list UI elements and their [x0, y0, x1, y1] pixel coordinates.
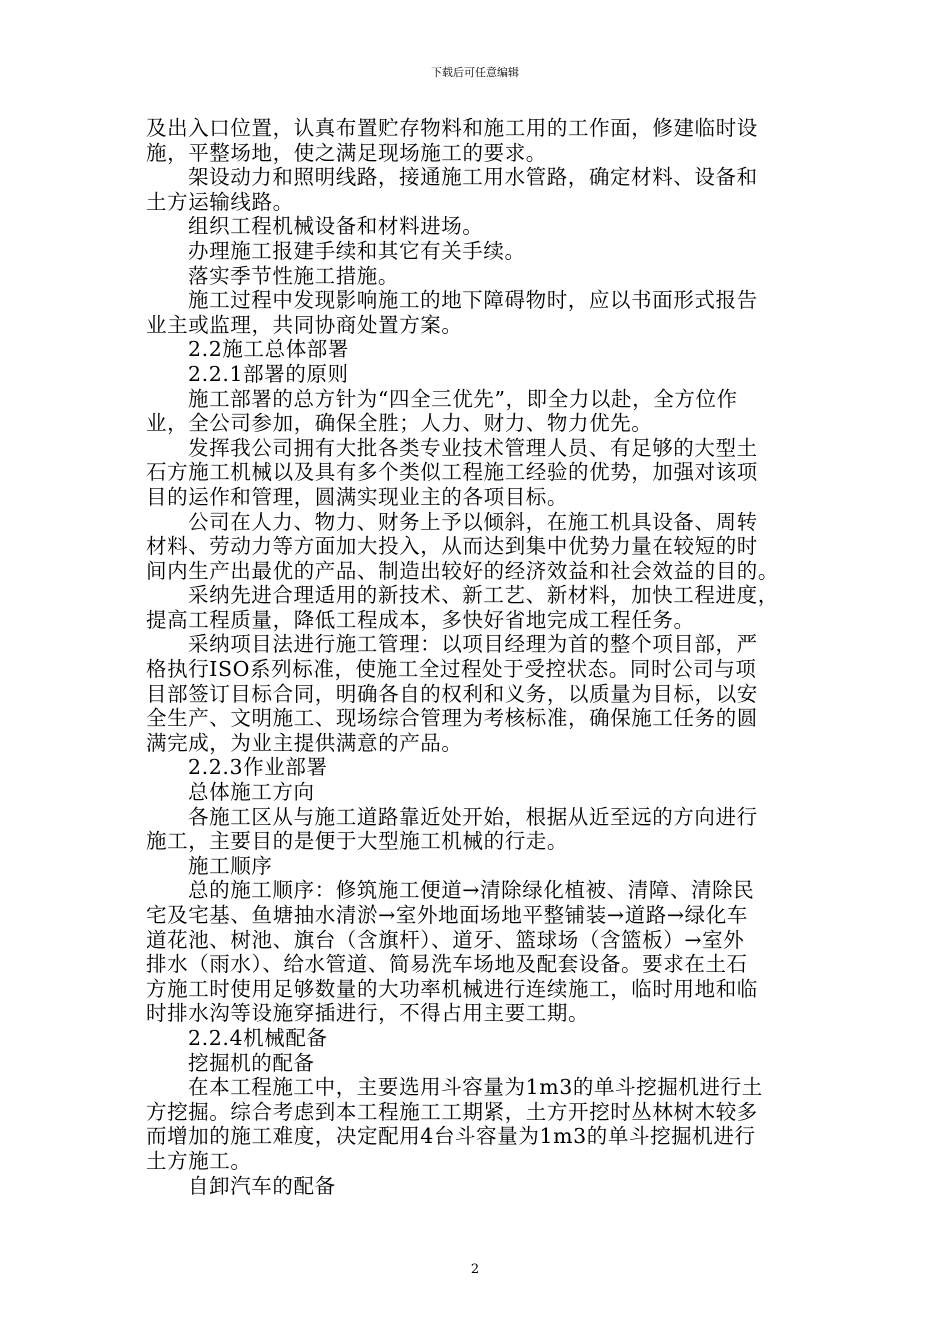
text-line: 施，平整场地，使之满足现场施工的要求。 [146, 140, 547, 165]
page-header: 下载后可任意编辑 [431, 66, 519, 79]
text-line: 土方施工。 [146, 1148, 252, 1173]
text-line: 落实季节性施工措施。 [188, 263, 399, 288]
text-line: 宅及宅基、鱼塘抽水清淤→室外地面场地平整铺装→道路→绿化车 [146, 903, 748, 927]
text-line: 排水（雨水）、给水管道、简易洗车场地及配套设备。要求在土石 [146, 952, 748, 977]
text-line: 间内生产出最优的产品、制造出较好的经济效益和社会效益的目的。 [146, 558, 779, 583]
text-line: 发挥我公司拥有大批各类专业技术管理人员、有足够的大型土 [188, 435, 758, 460]
text-line: 2.2.1部署的原则 [188, 361, 349, 386]
text-line: 施工，主要目的是便于大型施工机械的行走。 [146, 829, 568, 854]
text-line: 时排水沟等设施穿插进行，不得占用主要工期。 [146, 1001, 590, 1026]
text-line: 方挖掘。综合考虑到本工程施工工期紧，土方开挖时丛林树木较多 [146, 1099, 758, 1124]
text-line: 公司在人力、物力、财务上予以倾斜，在施工机具设备、周转 [188, 509, 758, 534]
text-line: 业主或监理，共同协商处置方案。 [146, 312, 463, 337]
text-line: 在本工程施工中，主要选用斗容量为1m3的单斗挖掘机进行土 [188, 1075, 763, 1100]
text-line: 业，全公司参加，确保全胜；人力、财力、物力优先。 [146, 411, 653, 436]
text-line: 及出入口位置，认真布置贮存物料和施工用的工作面，修建临时设 [146, 116, 758, 140]
text-line: 自卸汽车的配备 [188, 1173, 336, 1198]
text-line: 组织工程机械设备和材料进场。 [188, 214, 484, 239]
text-line: 道花池、树池、旗台（含旗杆）、道牙、篮球场（含篮板）→室外 [146, 927, 745, 952]
document-body [146, 116, 814, 1198]
text-line: 办理施工报建手续和其它有关手续。 [188, 238, 526, 263]
page-number: 2 [470, 1262, 480, 1277]
text-line: 施工过程中发现影响施工的地下障碍物时，应以书面形式报告 [188, 288, 758, 313]
text-line: 采纳先进合理适用的新技术、新工艺、新材料，加快工程进度， [188, 583, 779, 608]
text-line: 2.2.4机械配备 [188, 1025, 328, 1050]
text-line: 施工顺序 [188, 853, 273, 878]
text-line: 方施工时使用足够数量的大功率机械进行连续施工，临时用地和临 [146, 976, 758, 1001]
text-line: 施工部署的总方针为“四全三优先”，即全力以赴，全方位作 [188, 386, 738, 411]
text-line: 提高工程质量，降低工程成本，多快好省地完成工程任务。 [146, 607, 695, 632]
text-line: 挖掘机的配备 [188, 1050, 315, 1075]
text-line: 石方施工机械以及具有多个类似工程施工经验的优势，加强对该项 [146, 460, 758, 485]
text-line: 采纳项目法进行施工管理：以项目经理为首的整个项目部，严 [188, 632, 758, 657]
text-line: 目部签订目标合同，明确各自的权利和义务，以质量为目标，以安 [146, 681, 758, 706]
text-line: 材料、劳动力等方面加大投入，从而达到集中优势力量在较短的时 [146, 534, 758, 559]
text-line: 总的施工顺序：修筑施工便道→清除绿化植被、清障、清除民 [188, 878, 755, 903]
text-line: 2.2.3作业部署 [188, 755, 328, 780]
text-line: 土方运输线路。 [146, 189, 294, 214]
text-line: 全生产、文明施工、现场综合管理为考核标准，确保施工任务的圆 [146, 706, 758, 731]
text-line: 格执行ISO系列标准，使施工全过程处于受控状态。同时公司与项 [146, 657, 757, 682]
text-line: 各施工区从与施工道路靠近处开始，根据从近至远的方向进行 [188, 804, 758, 829]
text-line: 2.2施工总体部署 [188, 337, 350, 362]
text-line: 总体施工方向 [188, 780, 315, 805]
text-line: 目的运作和管理，圆满实现业主的各项目标。 [146, 484, 568, 509]
text-line: 架设动力和照明线路，接通施工用水管路，确定材料、设备和 [188, 165, 758, 190]
text-line: 满完成，为业主提供满意的产品。 [146, 730, 463, 755]
text-line: 而增加的施工难度，决定配用4台斗容量为1m3的单斗挖掘机进行 [146, 1124, 756, 1149]
